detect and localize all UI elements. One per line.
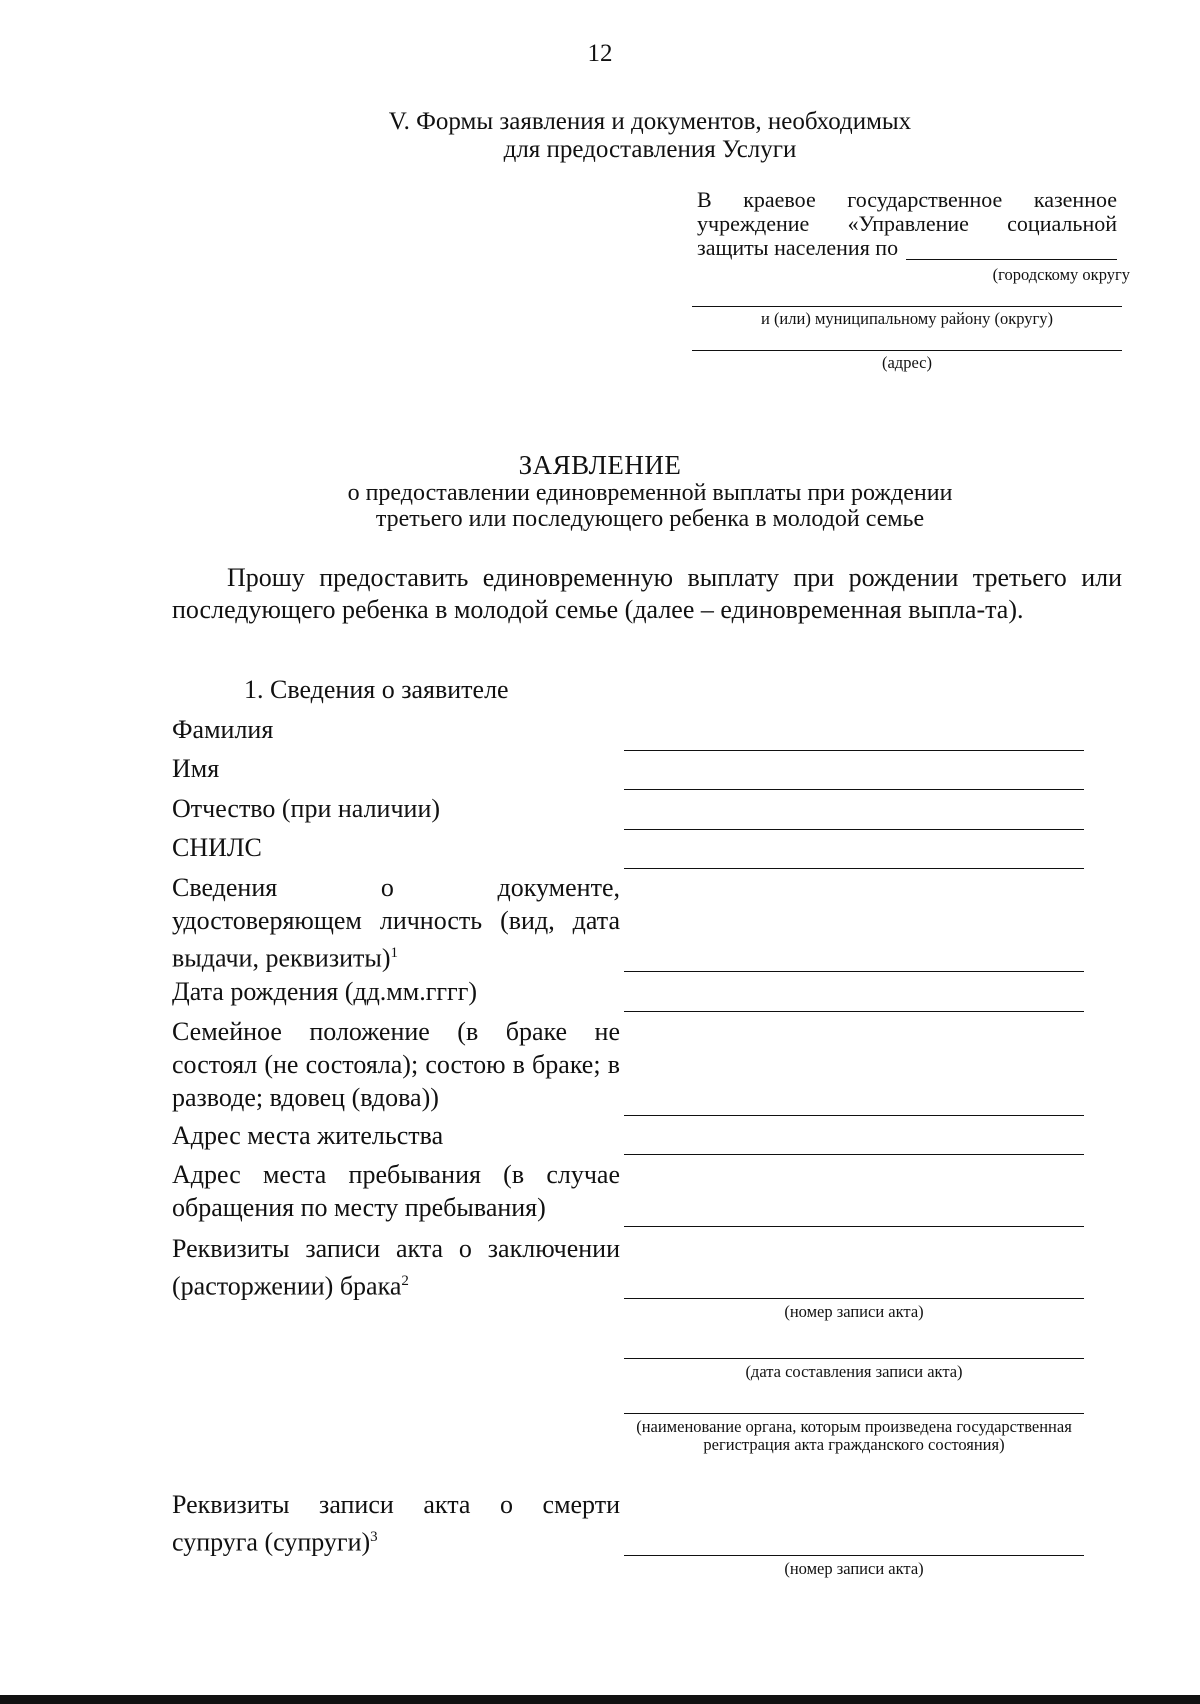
footnote-3-marker: 3 <box>370 1529 378 1545</box>
surname-label: Фамилия <box>172 715 274 744</box>
addressee-line-3 <box>697 236 1117 260</box>
name-label: Имя <box>172 754 220 783</box>
addressee-line-3-text: защиты населения по <box>697 235 899 260</box>
footnote-2-marker: 2 <box>401 1273 409 1289</box>
patronymic-label: Отчество (при наличии) <box>172 794 441 823</box>
addressee-block <box>697 188 1117 260</box>
record-date-caption: (дата составления записи акта) <box>745 1362 963 1381</box>
marital-status-input-line[interactable] <box>624 1115 1084 1116</box>
name-input-line[interactable] <box>624 789 1084 790</box>
section-1-title: 1. Сведения о заявителе <box>244 675 509 704</box>
section-heading-line-1: V. Формы заявления и документов, необходимых <box>388 108 912 135</box>
scan-bottom-edge <box>0 1695 1200 1704</box>
marriage-record-text: Реквизиты записи акта о заключении (расторжении) брака <box>172 1234 620 1301</box>
marriage-record-number-line[interactable] <box>624 1298 1084 1299</box>
snils-input-line[interactable] <box>624 868 1084 869</box>
stay-address-input-line[interactable] <box>624 1226 1084 1227</box>
municipal-caption: и (или) муниципальному району (округу) <box>760 309 1054 328</box>
marital-status-label: Семейное положение (в браке не состоял (не состояла); состою в браке; в разводе; вдовец (вдова)) <box>172 1017 620 1112</box>
surname-input-line[interactable] <box>624 750 1084 751</box>
marriage-record-label <box>172 1232 620 1303</box>
birth-date-input-line[interactable] <box>624 1011 1084 1012</box>
subtitle-line-1: о предоставлении единовременной выплаты при рождении <box>347 480 953 506</box>
id-document-input-line[interactable] <box>624 971 1084 972</box>
id-document-text: Сведения о документе, удостоверяющем личность (вид, дата выдачи, реквизиты) <box>172 873 620 973</box>
municipal-blank[interactable] <box>692 306 1122 307</box>
patronymic-input-line[interactable] <box>624 829 1084 830</box>
section-heading-line-2: для предоставления Услуги <box>503 136 797 163</box>
birth-date-label: Дата рождения (дд.мм.гггг) <box>172 977 478 1006</box>
residence-address-input-line[interactable] <box>624 1154 1084 1155</box>
district-blank[interactable] <box>906 239 1117 260</box>
marriage-record-date-line[interactable] <box>624 1358 1084 1359</box>
section-heading <box>300 108 1000 164</box>
district-caption: (городскому округу <box>992 265 1130 284</box>
death-record-number-line[interactable] <box>624 1555 1084 1556</box>
page-number: 12 <box>587 40 613 67</box>
stay-address-label: Адрес места пребывания (в случае обращения по месту пребывания) <box>172 1160 620 1222</box>
request-paragraph <box>172 562 1122 626</box>
registry-body-line[interactable] <box>624 1413 1084 1414</box>
subtitle-line-2: третьего или последующего ребенка в молодой семье <box>375 506 925 532</box>
footnote-1-marker: 1 <box>390 945 398 961</box>
snils-label: СНИЛС <box>172 833 262 862</box>
request-text: Прошу предоставить единовременную выплату при рождении третьего или последующего ребенка в молодой семье (далее – единовременная выпла-та). <box>172 563 1122 624</box>
id-document-label <box>172 871 620 975</box>
record-number-caption: (номер записи акта) <box>784 1302 924 1321</box>
document-subtitle <box>250 480 1050 532</box>
death-record-number-caption: (номер записи акта) <box>784 1559 924 1578</box>
addressee-line-2: учреждение «Управление социальной <box>697 211 1117 236</box>
addressee-line-1: В краевое государственное казенное <box>697 187 1117 212</box>
address-blank[interactable] <box>692 350 1122 351</box>
death-record-text: Реквизиты записи акта о смерти супруга (супруги) <box>172 1490 620 1557</box>
residence-address-label: Адрес места жительства <box>172 1121 444 1150</box>
registry-body-caption: (наименование органа, которым произведена государственная регистрация акта гражданского состояния) <box>636 1417 1072 1454</box>
death-record-label <box>172 1488 620 1559</box>
document-title: ЗАЯВЛЕНИЕ <box>518 450 682 480</box>
address-caption: (адрес) <box>881 353 932 372</box>
